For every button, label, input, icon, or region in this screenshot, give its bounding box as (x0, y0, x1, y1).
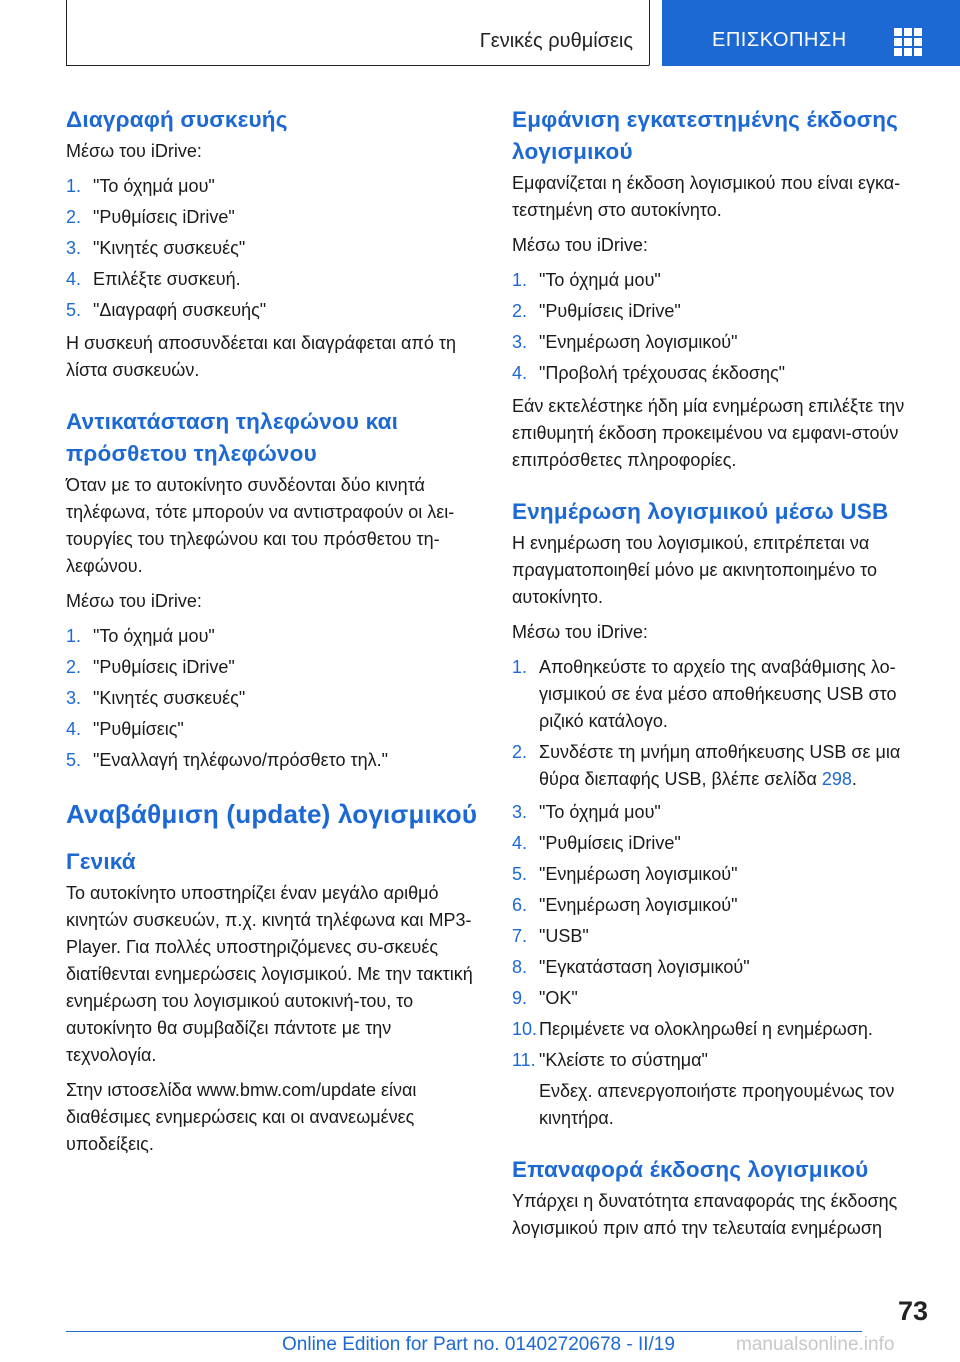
section-delete-device (66, 104, 486, 384)
step-text: "USB" (539, 926, 589, 946)
step-text: "Ενημέρωση λογισμικού" (539, 864, 738, 884)
step-number: 4. (512, 833, 528, 853)
paragraph: Υπάρχει η δυνατότητα επαναφοράς της έκδοσης λογισμικού πριν από την τελευταία ενημέρωση (512, 1191, 898, 1238)
step-text: "Εναλλαγή τηλέφωνο/πρόσθετο τηλ." (93, 750, 389, 770)
list-item (512, 799, 928, 826)
step-number: 1. (512, 657, 528, 677)
heading-general: Γενικά (66, 849, 136, 874)
step-text: "Διαγραφή συσκευής" (93, 300, 267, 320)
section-usb-update (512, 496, 928, 1132)
list-item (512, 1047, 928, 1132)
step-text: Επιλέξτε συσκευή. (93, 269, 241, 289)
paragraph: Εάν εκτελέστηκε ήδη μία ενημέρωση επιλέξτε την επιθυμητή έκδοση προκειμένου να εμφανι-στούν επιπρόσθετες πληροφορίες. (512, 396, 905, 470)
step-number: 6. (512, 895, 528, 915)
header-chapter-tab[interactable] (662, 0, 960, 66)
step-text: "Ρυθμίσεις" (93, 719, 184, 739)
list-item (512, 329, 928, 356)
list-item (66, 654, 486, 681)
list-item (66, 297, 486, 324)
list-item (512, 954, 928, 981)
intro-text: Μέσω του iDrive: (512, 622, 648, 642)
step-text: "Κινητές συσκευές" (93, 238, 246, 258)
grid-icon[interactable] (894, 28, 922, 56)
page-number: 73 (897, 1296, 928, 1326)
step-number: 4. (66, 269, 82, 289)
step-number: 3. (66, 688, 82, 708)
list-item (66, 623, 486, 650)
heading-restore-version: Επαναφορά έκδοσης λογισμικού (512, 1157, 869, 1182)
step-text: "Ρυθμίσεις iDrive" (539, 833, 681, 853)
step-number: 8. (512, 957, 528, 977)
step-number: 1. (66, 626, 82, 646)
header-section-title: Γενικές ρυθμίσεις (479, 30, 633, 52)
list-item (512, 892, 928, 919)
heading-show-version: Εμφάνιση εγκατεστημένης έκδοσης λογισμικού (512, 107, 899, 164)
list-item (512, 985, 928, 1012)
footer-edition: Online Edition for Part no. 01402720678 - II/19 (282, 1334, 675, 1355)
left-column (66, 104, 486, 1166)
step-number: 2. (512, 301, 528, 321)
step-text: "Το όχημά μου" (539, 270, 661, 290)
list-item (512, 861, 928, 888)
paragraph: Στην ιστοσελίδα www.bmw.com/update είναι διαθέσιμες ενημερώσεις και οι ανανεωμένες υποδείξεις. (66, 1080, 417, 1154)
intro-text: Μέσω του iDrive: (512, 235, 648, 255)
list-item (512, 923, 928, 950)
step-number: 1. (66, 176, 82, 196)
step-text: "Ρυθμίσεις iDrive" (539, 301, 681, 321)
paragraph: Η ενημέρωση του λογισμικού, επιτρέπεται να πραγματοποιηθεί μόνο με ακινητοποιημένο το αυτοκίνητο. (512, 533, 877, 607)
step-number: 3. (66, 238, 82, 258)
list-item (66, 716, 486, 743)
step-text: "Εγκατάσταση λογισμικού" (539, 957, 750, 977)
list-item (512, 298, 928, 325)
step-text: "Ρυθμίσεις iDrive" (93, 657, 235, 677)
step-number: 2. (66, 207, 82, 227)
step-number: 11. (512, 1050, 536, 1070)
list-item (66, 266, 486, 293)
paragraph: Εμφανίζεται η έκδοση λογισμικού που είναι εγκα-τεστημένη στο αυτοκίνητο. (512, 173, 901, 220)
section-swap-phone (66, 406, 486, 774)
steps-list (66, 173, 486, 324)
step-text: "Ενημέρωση λογισμικού" (539, 332, 738, 352)
step-number: 9. (512, 988, 528, 1008)
step-subtext: Ενδεχ. απενεργοποιήστε προηγουμένως τον κινητήρα. (539, 1081, 895, 1128)
step-number: 2. (66, 657, 82, 677)
footer-divider (66, 1331, 862, 1332)
section-show-version (512, 104, 928, 474)
list-item (512, 1016, 928, 1043)
list-item (66, 235, 486, 262)
intro-text: Μέσω του iDrive: (66, 591, 202, 611)
paragraph: Όταν με το αυτοκίνητο συνδέονται δύο κινητά τηλέφωνα, τότε μπορούν να αντιστραφούν οι λει-τουργίες του τηλεφώνου και του πρόσθετου τη-λεφώνου. (66, 475, 455, 576)
steps-list (512, 654, 928, 793)
step-number: 4. (512, 363, 528, 383)
step-number: 5. (66, 750, 82, 770)
list-item (66, 204, 486, 231)
step-text-end: . (851, 769, 857, 789)
heading-swap-phone: Αντικατάσταση τηλεφώνου και πρόσθετου τηλεφώνου (66, 409, 399, 466)
list-item (512, 830, 928, 857)
step-text: "Κλείστε το σύστημα" (539, 1050, 708, 1070)
footer-watermark: manualsonline.info (736, 1334, 895, 1355)
step-number: 1. (512, 270, 528, 290)
section-restore-version (512, 1154, 928, 1242)
step-text: "Ρυθμίσεις iDrive" (93, 207, 235, 227)
list-item (512, 360, 928, 387)
step-number: 3. (512, 332, 528, 352)
step-number: 5. (66, 300, 82, 320)
step-number: 7. (512, 926, 528, 946)
intro-text: Μέσω του iDrive: (66, 141, 202, 161)
header-chapter-title: ΕΠΙΣΚΟΠΗΣΗ (712, 29, 847, 51)
list-item (512, 654, 928, 735)
list-item (512, 739, 928, 793)
steps-list (512, 799, 928, 1043)
step-number: 10. (512, 1019, 538, 1039)
right-column (512, 104, 928, 1250)
paragraph: Το αυτοκίνητο υποστηρίζει έναν μεγάλο αριθμό κινητών συσκευών, π.χ. κινητά τηλέφωνα και MP3-Player. Για πολλές υποστηριζόμενες συ-σκευές διατίθενται ενημερώσεις λογισμικού. Με την τακτική ενημέρωση του λογισμικού αυτοκινή-του, το αυτοκίνητο θα συμβαδίζει πάντοτε με την τεχνολογία. (66, 883, 473, 1065)
header-section-tab (66, 0, 650, 66)
step-text: "Το όχημά μου" (93, 176, 215, 196)
step-text: Αποθηκεύστε το αρχείο της αναβάθμισης λο-γισμικού σε ένα μέσο αποθήκευσης USB στο ριζικό κατάλογο. (539, 657, 897, 731)
steps-list (512, 1047, 928, 1132)
step-text: "Κινητές συσκευές" (93, 688, 246, 708)
step-text: Συνδέστε τη μνήμη αποθήκευσης USB σε μια θύρα διεπαφής USB, βλέπε σελίδα (539, 742, 901, 789)
list-item (66, 685, 486, 712)
paragraph: Η συσκευή αποσυνδέεται και διαγράφεται από τη λίστα συσκευών. (66, 333, 456, 380)
page-reference-link[interactable]: 298 (821, 769, 852, 789)
step-text: "Το όχημά μου" (539, 802, 661, 822)
heading-usb-update: Ενημέρωση λογισμικού μέσω USB (512, 499, 889, 524)
step-number: 5. (512, 864, 528, 884)
section-software-update (66, 796, 486, 1158)
step-text: "OK" (539, 988, 578, 1008)
list-item (66, 747, 486, 774)
steps-list (66, 623, 486, 774)
heading-software-update: Αναβάθμιση (update) λογισμικού (66, 799, 478, 829)
step-text: "Ενημέρωση λογισμικού" (539, 895, 738, 915)
step-number: 4. (66, 719, 82, 739)
step-number: 3. (512, 802, 528, 822)
step-number: 2. (512, 742, 528, 762)
step-text: Περιμένετε να ολοκληρωθεί η ενημέρωση. (539, 1019, 873, 1039)
list-item (66, 173, 486, 200)
heading-delete-device: Διαγραφή συσκευής (66, 107, 288, 132)
step-text: "Προβολή τρέχουσας έκδοσης" (539, 363, 786, 383)
list-item (512, 267, 928, 294)
steps-list (512, 267, 928, 387)
step-text: "Το όχημά μου" (93, 626, 215, 646)
